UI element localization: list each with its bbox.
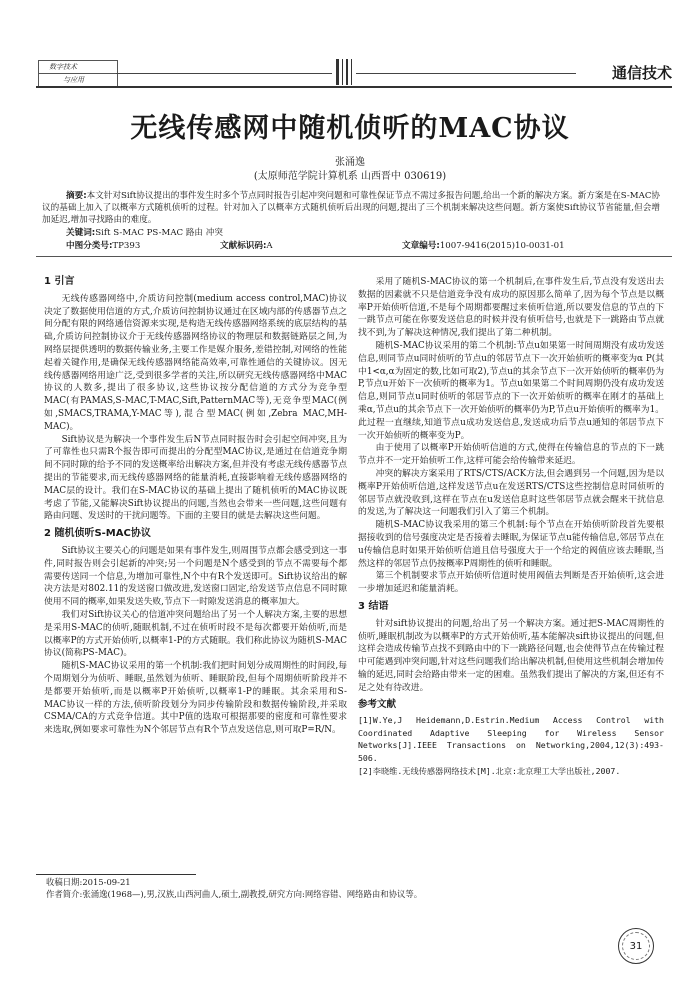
paragraph: 随机S-MAC协议采用的第一个机制:我们把时间划分成周期性的时间段,每个周期划分为侦听、睡眠,虽然划为侦听、睡眠阶段,但每个周期侦听阶段并不是都要开始侦听,而是以概率P开始侦听,以概率1-P的睡眠。其余采用和S-MAC协议一样的方法,侦听阶段划分为同步传输阶段和数据传输阶段,并采取CSMA/CA的方式竞争信道。其中P值的选取可根据那要的密度和可靠性要求来选取,例如要求可靠性为N个邻居节点有R个节点发送信息,则可取P=R/N。 [44, 661, 347, 736]
clc-label: 中图分类号: [66, 241, 113, 251]
logo-line-2: 与应用 [63, 76, 84, 84]
article-number [402, 240, 662, 252]
abstract-label: 摘要: [66, 191, 87, 201]
header-bar [346, 59, 348, 85]
header-rule [356, 73, 576, 74]
paragraph: 无线传感器网络中,介质访问控制(medium access control,MAC)协议决定了数据使用信道的方式,介质访问控制协议通过在区域内部的传感器节点之间分配有限的网络通信资源来实现,是构造无线传感器网络系统的底层结构的基础,介质访问控制协议介于无线传感器网络协议的物理层和数据链路层之间,为网络层提供透明的数据传输业务,主要工作是媒介服务,差错控制,对网络的性能起着关键作用,是确保无线传感器网络能高效率,可靠性通信的关键协议。因无线传感器网络用途广泛,受到很多学者的关注,所以研究无线传感器网络中MAC协议的人数多,提出了很多协议,这些协议按分配信道的方式分为竞争型MAC(有PAMAS,S-MAC,T-MAC,Sift,PatternMAC等),无竞争型MAC(例如,SMACS,TRAMA,Y-MAC等),混合型MAC(例如,Zebra MAC,MH-MAC)。 [44, 293, 347, 432]
abstract-text: 本文针对Sift协议提出的事件发生时多个节点同时报告引起冲突问题和可靠性保证节点不需过多报告问题,给出一个新的解决方案。新方案是在S-MAC协议的基础上加入了以概率方式随机侦听的过程。针对加入了以概率方式随机侦听后出现的问题,提出了三个机制来解决这些问题。新方案使Sift协议节省能量,但会增加延迟,增加寻找路由的难度。 [42, 191, 660, 225]
reference-item: [2]李晓维.无线传感器网络技术[M].北京:北京理工大学出版社,2007. [358, 765, 621, 776]
paragraph: 随机S-MAC协议我采用的第三个机制:每个节点在开始侦听阶段首先要根据接收到的信号强度决定是否接着去睡眠,为保证节点u能传输信息,邻居节点在u传输信息时如果开始侦听信道且信号强度大于一个给定的阀值应该去睡眠,当然这样的邻居节点仍按概率P周期性的侦听和睡眠。 [358, 520, 664, 569]
journal-logo [38, 60, 118, 88]
paragraph: Sift协议主要关心的问题是如果有事件发生,则周围节点都会感受到这一事件,同时报告则会引起新的冲突;另一个问题是N个感受到的节点不需要每个都需要传送同一个信息,为增加可靠性,N个中有R个发送即可。Sift协议给出的解决方法是对802.11的发送窗口做改进,发送窗口固定,给发送节点信息不同时隙使用不同的概率,如果发送失败,节点下一时隙发送消息的概率加大。 [44, 545, 347, 608]
paragraph: 随机S-MAC协议采用的第二个机制:节点u如果第一时间周期没有成功发送信息,则同节点u同时侦听的节点u的邻居节点下一次开始侦听的概率变为α P(其中1<α,α为固定的数,比如可取2),节点u的其余节点下一次开始侦听的概率仍为P,节点u开始下一次侦听的概率为1。节点u如果第二个时间周期仍没有成功发送信息,则同节点u同时侦听的邻居节点的下一次开始侦听的概率在刚才的基础上乘α,节点u的其余节点下一次开始侦听的概率仍为P,节点u开始侦听的概率为1。此过程一直继续,知道节点u成功发送信息,发送成功后节点u通知的邻居节点下一次开始侦听的概率变为P。 [358, 340, 664, 441]
author-bio: 作者简介:张涌逸(1968—),男,汉族,山西河曲人,硕士,副教授,研究方向:网络容错、网络路由和协议等。 [46, 889, 423, 899]
paragraph: 由于使用了以概率P开始侦听信道的方式,使得在传输信息的节点的下一跳节点并不一定开始侦听工作,这样可能会给传输带来延迟。 [358, 443, 664, 467]
page-number: 31 [629, 941, 643, 952]
page-number-badge [618, 928, 654, 964]
article-no-value: 1007-9416(2015)10-0031-01 [439, 241, 565, 251]
clc-value: TP393 [112, 241, 141, 251]
footnote-rule [36, 874, 196, 875]
paragraph: Sift协议是为解决一个事件发生后N节点同时报告时会引起空间冲突,且为了可靠性也只需R个报告即可而提出的分配型MAC协议,是通过在信道竞争期间不同时隙的给予不同的发送概率给出解决方案,但并没有考虑无线传感器节点提出的节能要求,而无线传感器网络的能量消耗,直接影响着无线传感器网络的MAC层的设计。我们在S-MAC协议的基础上提出了随机侦听的MAC协议既考虑了节能,又能解决Sift协议提出的问题,当然也会带来一些问题,这些问题有路由问题、发送时的干扰问题等。下面的主要目的就是去解决这些问题。 [44, 434, 347, 522]
article-title: 无线传感网中随机侦听的MAC协议 [130, 113, 570, 144]
header-rule [116, 73, 332, 74]
paragraph: 冲突的解决方案采用了RTS/CTS/ACK方法,但会遇到另一个问题,因为是以概率P开始侦听信道,这样发送节点u在发送RTS/CTS这些控制信息时同侦听的邻居节点就没收到,这样在节点在u发送信息时这些邻居节点就会醒来干扰信息的发送,为了解决这一问题我们引入了第三个机制。 [358, 468, 664, 518]
paragraph: 针对sift协议提出的问题,给出了另一个解决方案。通过把S-MAC周期性的侦听,睡眠机制改为以概率P的方式开始侦听,基本能解决sift协议提出的问题,但这样会造成传输节点找不到路由中的下一跳路径问题,也会使得节点在传输过程中可能遇到冲突问题,针对这些问题我们给出解决机制,但使用这些机制会增加传输的延迟,同时会给路由带来一定的困难。虽然我们提出了解决的方案,但还有不足之处有待改进。 [358, 618, 664, 693]
header-bar [336, 59, 339, 85]
paragraph: 第三个机制要求节点开始侦听信道时使用阀值去判断是否开始侦听,这会进一步增加延迟和能量消耗。 [358, 571, 664, 595]
article-no-label: 文章编号: [402, 241, 440, 251]
doc-code-value: A [266, 241, 273, 251]
keywords-label: 关键词: [66, 228, 96, 238]
doc-code-label: 文献标识码: [220, 241, 267, 251]
keywords [66, 227, 666, 239]
section-heading: 2 随机侦听S-MAC协议 [44, 528, 151, 540]
reference-item: [1]W.Ye,J Heidemann,D.Estrin.Medium Access Control with Coordinated Adaptive Sleeping for Wireless Sensor Networks[J].IEEE Transactions on Networking,2004,12(3):493-506. [358, 715, 664, 764]
paragraph: 我们对Sift协议关心的信道冲突问题给出了另一个人解决方案,主要的思想是采用S-MAC的侦听,随眠机制,不过在侦听时段不是每次都要开始侦听,而是以概率P的方式开始侦听,以概率1-P的方式随眠。我们称此协议为随机S-MAC协议(简称PS-MAC)。 [44, 609, 347, 659]
left-column [44, 276, 347, 737]
paragraph: 采用了随机S-MAC协议的第一个机制后,在事件发生后,节点没有发送出去数据的因素就不只是信道竞争没有成功的原因那么简单了,因为每个节点是以概率P开始侦听信道,不是每个周期都要醒过来侦听信道,所以要发信息的节点的下一跳节点可能在你要发送信息的时候并没有侦听信号,也就是下一跳路由节点就找不到,为了解决这种情况,我们提出了第二种机制。 [358, 277, 664, 339]
header-bar [342, 59, 343, 85]
right-column [358, 276, 664, 777]
header-bottom-rule [36, 86, 672, 88]
section-heading: 1 引言 [44, 276, 75, 287]
keywords-text: Sift S-MAC PS-MAC 路由 冲突 [95, 228, 223, 238]
header-bar [351, 59, 352, 85]
references-heading: 参考文献 [358, 698, 397, 710]
badge-ring-icon [622, 932, 650, 960]
author-affiliation: (太原师范学院计算机系 山西晋中 030619) [253, 171, 447, 182]
meta-divider [36, 256, 672, 257]
document-code [220, 240, 370, 252]
author-name: 张涌逸 [335, 157, 365, 168]
column-title: 通信技术 [611, 64, 672, 82]
received-date: 收稿日期:2015-09-21 [46, 877, 131, 887]
section-heading: 3 结语 [358, 600, 389, 612]
logo-line-1: 数字技术 [49, 63, 77, 71]
abstract [42, 190, 660, 226]
